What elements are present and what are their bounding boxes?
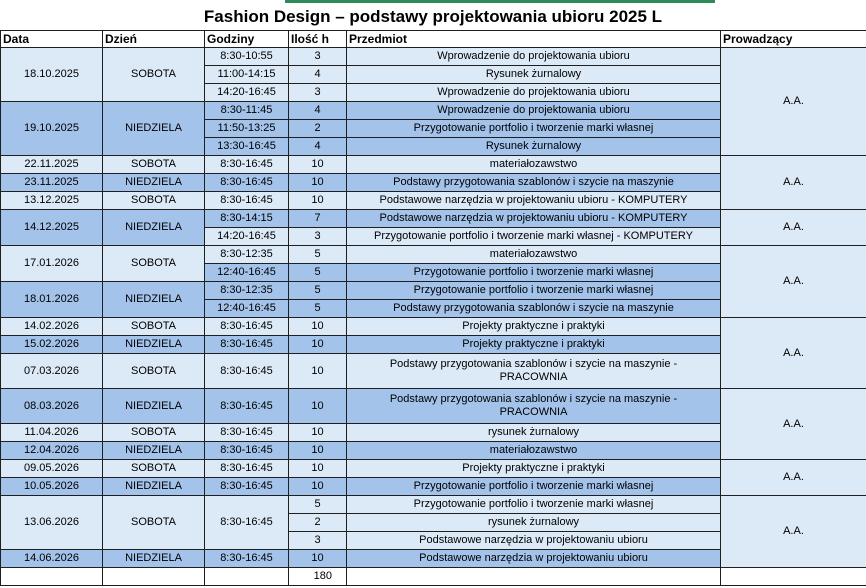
count-cell[interactable]: 10 — [289, 318, 347, 336]
subject-cell[interactable]: rysunek żurnalowy — [347, 424, 721, 442]
count-cell[interactable]: 4 — [289, 102, 347, 120]
total-hours-cell[interactable]: 180 — [289, 568, 347, 586]
day-cell[interactable]: NIEDZIELA — [103, 336, 205, 354]
table-row — [1, 318, 866, 336]
subject-line: PRACOWNIA — [499, 406, 568, 418]
subject-cell[interactable]: Podstawowe narzędzia w projektowaniu ubioru — [347, 550, 721, 568]
subject-line: Podstawy przygotowania szablonów i szycie na maszynie - — [389, 393, 678, 405]
hours-cell[interactable]: 8:30-16:45 — [205, 460, 289, 478]
count-cell[interactable]: 10 — [289, 460, 347, 478]
count-cell[interactable]: 4 — [289, 138, 347, 156]
empty-cell[interactable] — [721, 568, 866, 586]
empty-cell[interactable] — [205, 568, 289, 586]
total-row — [1, 568, 866, 586]
date-cell[interactable]: 07.03.2026 — [1, 354, 103, 389]
header-date[interactable]: Data — [1, 31, 103, 48]
hours-cell[interactable]: 8:30-16:45 — [205, 354, 289, 389]
table-row — [1, 246, 866, 264]
hours-cell[interactable]: 8:30-16:45 — [205, 318, 289, 336]
teacher-cell[interactable]: A.A. — [721, 48, 866, 156]
day-cell[interactable]: SOBOTA — [103, 246, 205, 282]
subject-cell[interactable]: Podstawy przygotowania szablonów i szycie na maszynie — [347, 300, 721, 318]
count-cell[interactable]: 2 — [289, 120, 347, 138]
subject-cell[interactable]: Projekty praktyczne i praktyki — [347, 318, 721, 336]
teacher-cell[interactable]: A.A. — [721, 318, 866, 389]
date-cell[interactable]: 18.10.2025 — [1, 48, 103, 102]
hours-cell[interactable]: 8:30-16:45 — [205, 442, 289, 460]
day-cell[interactable]: NIEDZIELA — [103, 442, 205, 460]
subject-cell[interactable]: Rysunek żurnalowy — [347, 138, 721, 156]
subject-cell[interactable]: Przygotowanie portfolio i tworzenie marki własnej - KOMPUTERY — [347, 228, 721, 246]
count-cell[interactable]: 10 — [289, 389, 347, 424]
count-cell[interactable]: 5 — [289, 496, 347, 514]
hours-cell[interactable]: 8:30-16:45 — [205, 192, 289, 210]
subject-cell[interactable]: Projekty praktyczne i praktyki — [347, 460, 721, 478]
day-cell[interactable]: SOBOTA — [103, 192, 205, 210]
table-row — [1, 210, 866, 228]
subject-cell[interactable]: Projekty praktyczne i praktyki — [347, 336, 721, 354]
count-cell[interactable]: 4 — [289, 66, 347, 84]
subject-cell[interactable]: Wprowadzenie do projektowania ubioru — [347, 102, 721, 120]
day-cell[interactable]: SOBOTA — [103, 496, 205, 550]
hours-cell[interactable]: 8:30-11:45 — [205, 102, 289, 120]
hours-cell[interactable]: 8:30-12:35 — [205, 282, 289, 300]
subject-line: Podstawy przygotowania szablonów i szycie na maszynie - — [389, 358, 678, 370]
teacher-cell[interactable]: A.A. — [721, 389, 866, 460]
table-row — [1, 156, 866, 174]
table-row — [1, 496, 866, 514]
count-cell[interactable]: 10 — [289, 156, 347, 174]
subject-cell[interactable]: Przygotowanie portfolio i tworzenie marki własnej — [347, 496, 721, 514]
count-cell[interactable]: 10 — [289, 192, 347, 210]
teacher-cell[interactable]: A.A. — [721, 246, 866, 318]
day-cell[interactable]: SOBOTA — [103, 354, 205, 389]
subject-line: PRACOWNIA — [499, 371, 568, 383]
date-cell[interactable]: 08.03.2026 — [1, 389, 103, 424]
count-cell[interactable]: 10 — [289, 336, 347, 354]
date-cell[interactable]: 12.04.2026 — [1, 442, 103, 460]
count-cell[interactable]: 3 — [289, 532, 347, 550]
subject-cell[interactable]: Podstawowe narzędzia w projektowaniu ubioru - KOMPUTERY — [347, 210, 721, 228]
day-cell[interactable]: NIEDZIELA — [103, 282, 205, 318]
header-teacher[interactable]: Prowadzący — [721, 31, 866, 48]
count-cell[interactable]: 10 — [289, 442, 347, 460]
date-cell[interactable]: 11.04.2026 — [1, 424, 103, 442]
count-cell[interactable]: 10 — [289, 550, 347, 568]
count-cell[interactable]: 5 — [289, 282, 347, 300]
count-cell[interactable]: 3 — [289, 48, 347, 66]
date-cell[interactable]: 14.12.2025 — [1, 210, 103, 246]
hours-cell[interactable]: 12:40-16:45 — [205, 264, 289, 282]
subject-cell[interactable]: Podstawy przygotowania szablonów i szycie na maszynie — [347, 174, 721, 192]
header-subject[interactable]: Przedmiot — [347, 31, 721, 48]
subject-cell[interactable]: rysunek żurnalowy — [347, 514, 721, 532]
hours-cell[interactable]: 8:30-16:45 — [205, 478, 289, 496]
hours-cell[interactable]: 8:30-16:45 — [205, 550, 289, 568]
subject-cell[interactable]: Przygotowanie portfolio i tworzenie marki własnej — [347, 120, 721, 138]
hours-cell[interactable]: 8:30-16:45 — [205, 496, 289, 550]
count-cell[interactable]: 10 — [289, 354, 347, 389]
table-row — [1, 389, 866, 424]
hours-cell[interactable]: 12:40-16:45 — [205, 300, 289, 318]
date-cell[interactable]: 23.11.2025 — [1, 174, 103, 192]
table-row — [1, 460, 866, 478]
count-cell[interactable]: 5 — [289, 300, 347, 318]
hours-cell[interactable]: 8:30-16:45 — [205, 336, 289, 354]
day-cell[interactable]: NIEDZIELA — [103, 174, 205, 192]
date-cell[interactable]: 13.12.2025 — [1, 192, 103, 210]
count-cell[interactable]: 2 — [289, 514, 347, 532]
day-cell[interactable]: NIEDZIELA — [103, 210, 205, 246]
hours-cell[interactable]: 8:30-16:45 — [205, 156, 289, 174]
hours-cell[interactable]: 14:20-16:45 — [205, 228, 289, 246]
subject-cell[interactable]: materiałozawstwo — [347, 442, 721, 460]
subject-cell[interactable]: Przygotowanie portfolio i tworzenie marki własnej — [347, 264, 721, 282]
table-row — [1, 48, 866, 66]
header-hours[interactable]: Godziny — [205, 31, 289, 48]
day-cell[interactable]: NIEDZIELA — [103, 478, 205, 496]
schedule-table — [0, 30, 866, 586]
subject-cell[interactable]: Wprowadzenie do projektowania ubioru — [347, 48, 721, 66]
empty-cell[interactable] — [103, 568, 205, 586]
count-cell[interactable]: 5 — [289, 264, 347, 282]
date-cell[interactable]: 17.01.2026 — [1, 246, 103, 282]
date-cell[interactable]: 19.10.2025 — [1, 102, 103, 156]
hours-cell[interactable]: 11:00-14:15 — [205, 66, 289, 84]
subject-cell[interactable]: Wprowadzenie do projektowania ubioru — [347, 84, 721, 102]
subject-cell[interactable]: Podstawowe narzędzia w projektowaniu ubioru - KOMPUTERY — [347, 192, 721, 210]
subject-cell[interactable] — [347, 354, 721, 389]
header-count[interactable]: Ilość h — [289, 31, 347, 48]
day-cell[interactable]: SOBOTA — [103, 156, 205, 174]
hours-cell[interactable]: 11:50-13:25 — [205, 120, 289, 138]
day-cell[interactable]: SOBOTA — [103, 48, 205, 102]
hours-cell[interactable]: 8:30-16:45 — [205, 389, 289, 424]
date-cell[interactable]: 22.11.2025 — [1, 156, 103, 174]
day-cell[interactable]: SOBOTA — [103, 460, 205, 478]
header-day[interactable]: Dzień — [103, 31, 205, 48]
hours-cell[interactable]: 13:30-16:45 — [205, 138, 289, 156]
hours-cell[interactable]: 8:30-12:35 — [205, 246, 289, 264]
date-cell[interactable]: 15.02.2026 — [1, 336, 103, 354]
count-cell[interactable]: 10 — [289, 478, 347, 496]
teacher-cell[interactable]: A.A. — [721, 156, 866, 210]
teacher-cell[interactable]: A.A. — [721, 460, 866, 496]
teacher-cell[interactable]: A.A. — [721, 496, 866, 568]
hours-cell[interactable]: 8:30-14:15 — [205, 210, 289, 228]
hours-cell[interactable]: 8:30-16:45 — [205, 174, 289, 192]
subject-cell[interactable]: Rysunek żurnalowy — [347, 66, 721, 84]
hours-cell[interactable]: 8:30-10:55 — [205, 48, 289, 66]
hours-cell[interactable]: 8:30-16:45 — [205, 424, 289, 442]
day-cell[interactable]: NIEDZIELA — [103, 102, 205, 156]
day-cell[interactable]: SOBOTA — [103, 424, 205, 442]
teacher-cell[interactable]: A.A. — [721, 210, 866, 246]
subject-cell[interactable]: materiałozawstwo — [347, 156, 721, 174]
count-cell[interactable]: 5 — [289, 246, 347, 264]
date-cell[interactable]: 10.05.2026 — [1, 478, 103, 496]
day-cell[interactable]: SOBOTA — [103, 318, 205, 336]
count-cell[interactable]: 3 — [289, 228, 347, 246]
day-cell[interactable]: NIEDZIELA — [103, 389, 205, 424]
count-cell[interactable]: 10 — [289, 174, 347, 192]
hours-cell[interactable]: 14:20-16:45 — [205, 84, 289, 102]
day-cell[interactable]: NIEDZIELA — [103, 550, 205, 568]
count-cell[interactable]: 7 — [289, 210, 347, 228]
subject-cell[interactable]: Podstawowe narzędzia w projektowaniu ubioru — [347, 532, 721, 550]
count-cell[interactable]: 10 — [289, 424, 347, 442]
date-cell[interactable]: 18.01.2026 — [1, 282, 103, 318]
header-row — [1, 31, 866, 48]
date-cell[interactable]: 14.02.2026 — [1, 318, 103, 336]
empty-cell[interactable] — [347, 568, 721, 586]
count-cell[interactable]: 3 — [289, 84, 347, 102]
empty-cell[interactable] — [1, 568, 103, 586]
subject-cell[interactable]: Przygotowanie portfolio i tworzenie marki własnej — [347, 282, 721, 300]
date-cell[interactable]: 09.05.2026 — [1, 460, 103, 478]
subject-cell[interactable]: Przygotowanie portfolio i tworzenie marki własnej — [347, 478, 721, 496]
subject-cell[interactable] — [347, 389, 721, 424]
page-title: Fashion Design – podstawy projektowania ubioru 2025 L — [203, 7, 663, 26]
date-cell[interactable]: 13.06.2026 — [1, 496, 103, 550]
subject-cell[interactable]: materiałozawstwo — [347, 246, 721, 264]
date-cell[interactable]: 14.06.2026 — [1, 550, 103, 568]
